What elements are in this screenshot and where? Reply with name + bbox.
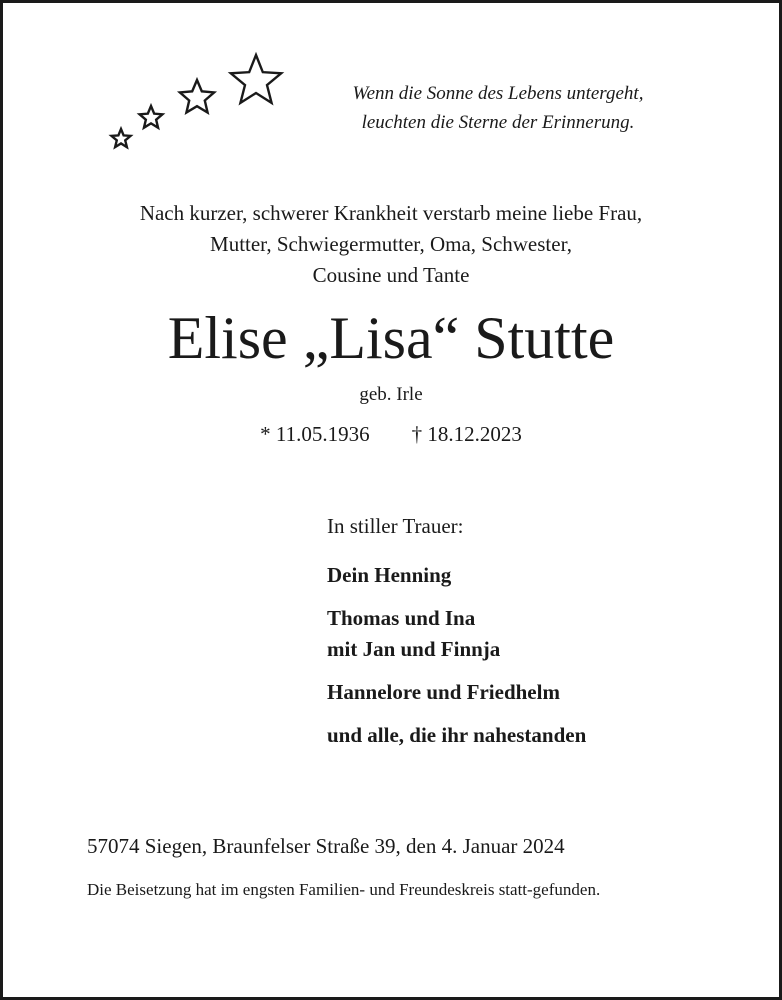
- mourner-name: mit Jan und Finnja: [327, 637, 501, 661]
- motto-line-1: Wenn die Sonne des Lebens untergeht,: [352, 83, 644, 104]
- intro-line-3: Cousine und Tante: [312, 263, 470, 287]
- intro-line-1: Nach kurzer, schwerer Krankheit verstarb meine liebe Frau,: [139, 201, 643, 225]
- mourner-name: und alle, die ihr nahestanden: [327, 723, 587, 747]
- deceased-name: Elise „Lisa“ Stutte: [167, 305, 615, 371]
- funeral-note: Die Beisetzung hat im engsten Familien- und Freundeskreis statt-gefunden.: [87, 880, 601, 899]
- place-and-date: 57074 Siegen, Braunfelser Straße 39, den 4. Januar 2024: [87, 834, 565, 858]
- life-dates: [3, 420, 779, 448]
- mourner-name: Dein Henning: [327, 563, 452, 587]
- motto-quote: [303, 79, 693, 137]
- maiden-name: geb. Irle: [359, 384, 423, 405]
- birth-date: * 11.05.1936: [260, 422, 370, 446]
- mourner-name: Hannelore und Friedhelm: [327, 680, 560, 704]
- mourning-heading: In stiller Trauer:: [327, 514, 464, 538]
- mourner-name: Thomas und Ina: [327, 606, 476, 630]
- death-date: † 18.12.2023: [411, 422, 522, 446]
- intro-line-2: Mutter, Schwiegermutter, Oma, Schwester,: [210, 232, 572, 256]
- motto-line-2: leuchten die Sterne der Erinnerung.: [361, 112, 635, 133]
- stars-decoration-icon: [103, 51, 298, 161]
- intro-text: [3, 198, 779, 291]
